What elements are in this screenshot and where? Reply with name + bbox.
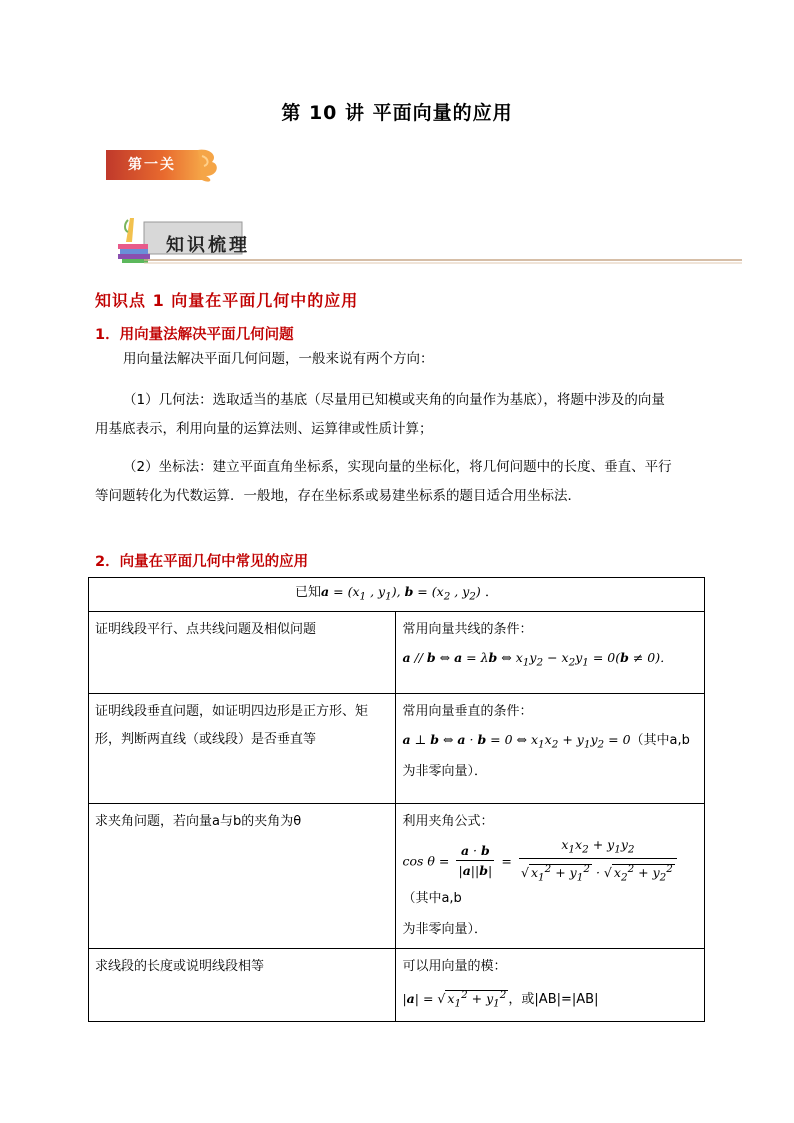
problem-cell: 求线段的长度或说明线段相等 [89,948,396,1022]
angle-note-b: 为非零向量）． [402,921,487,937]
modulus-formula: |a| = √ $x_1^2 + y_1^2$ ，或|AB|=|AB| [402,988,599,1010]
modulus-note: ，或|AB|=|AB| [508,991,599,1007]
page-title: 第 10 讲 平面向量的应用 [281,102,513,124]
section1-intro [95,345,715,374]
problem-cell: 求夹角问题，若向量a与b的夹角为θ [89,803,396,948]
parallel-formula: a // b ⇔ a = λb ⇔ $x_1y_2 - x_2y_1 = 0(b \ne 0)$． [402,649,673,668]
condition-label: 可以用向量的模： [402,958,507,974]
table-header: 已知$a = (x_1$ , $y_1$), $b = (x_2$ , $y_2$) ． [89,578,705,612]
condition-cell [396,611,705,693]
table-row [89,611,705,693]
table-header-prefix: 已知 [295,585,322,600]
method2-line2: 等问题转化为代数运算．一般地，存在坐标系或易建坐标系的题目适合用坐标法． [95,488,581,504]
condition-cell [396,948,705,1022]
intro-text: 用向量法解决平面几何问题，一般来说有两个方向： [123,351,434,367]
table-row [89,693,705,803]
angle-note-a: （其中a,b [402,890,462,906]
problem-cell: 证明线段平行、点共线问题及相似问题 [89,611,396,693]
section-banner [116,214,746,266]
section-banner-label: 知识梳理 [166,235,250,256]
section1-heading: 1．用向量法解决平面几何问题 [95,327,294,343]
method2-line1: （2）坐标法：建立平面直角坐标系，实现向量的坐标化，将几何问题中的长度、垂直、平行 [123,459,672,475]
section2-heading: 2．向量在平面几何中常见的应用 [95,554,309,570]
table-row [89,948,705,1022]
condition-label: 常用向量垂直的条件： [402,703,533,719]
table-row [89,803,705,948]
problem-cell: 证明线段垂直问题，如证明四边形是正方形、矩形，判断两直线（或线段）是否垂直等 [89,693,396,803]
level-banner [106,146,220,186]
angle-formula: cos θ = $\frac{a \cdot b}{|a||b|}$ = $\frac{x_1x_2 + y_1y_2}{√ x_1^2 + y_1^2 \cdot √ x_2^2 + y_2^2}$ （其中a,b [402,836,698,910]
knowledge-point-heading: 知识点 1 向量在平面几何中的应用 [95,291,359,310]
condition-label: 利用夹角公式： [402,813,494,829]
perpendicular-note: （其中a,b为非零向量）． [402,732,690,779]
method2-paragraph [95,453,715,511]
condition-cell [396,693,705,803]
level-banner-label: 第一关 [128,157,176,173]
method1-line1: （1）几何法：选取适当的基底（尽量用已知模或夹角的向量作为基底），将题中涉及的向量 [123,392,665,408]
method1-paragraph [95,386,715,444]
applications-table [88,577,705,1022]
condition-label: 常用向量共线的条件： [402,621,533,637]
method1-line2: 用基底表示，利用向量的运算法则、运算律或性质计算； [95,421,433,437]
perpendicular-formula: a ⊥ b ⇔ a · b = 0 ⇔ $x_1x_2 + y_1y_2 = 0$（其中a,b为非零向量）． [402,731,690,779]
condition-cell [396,803,705,948]
